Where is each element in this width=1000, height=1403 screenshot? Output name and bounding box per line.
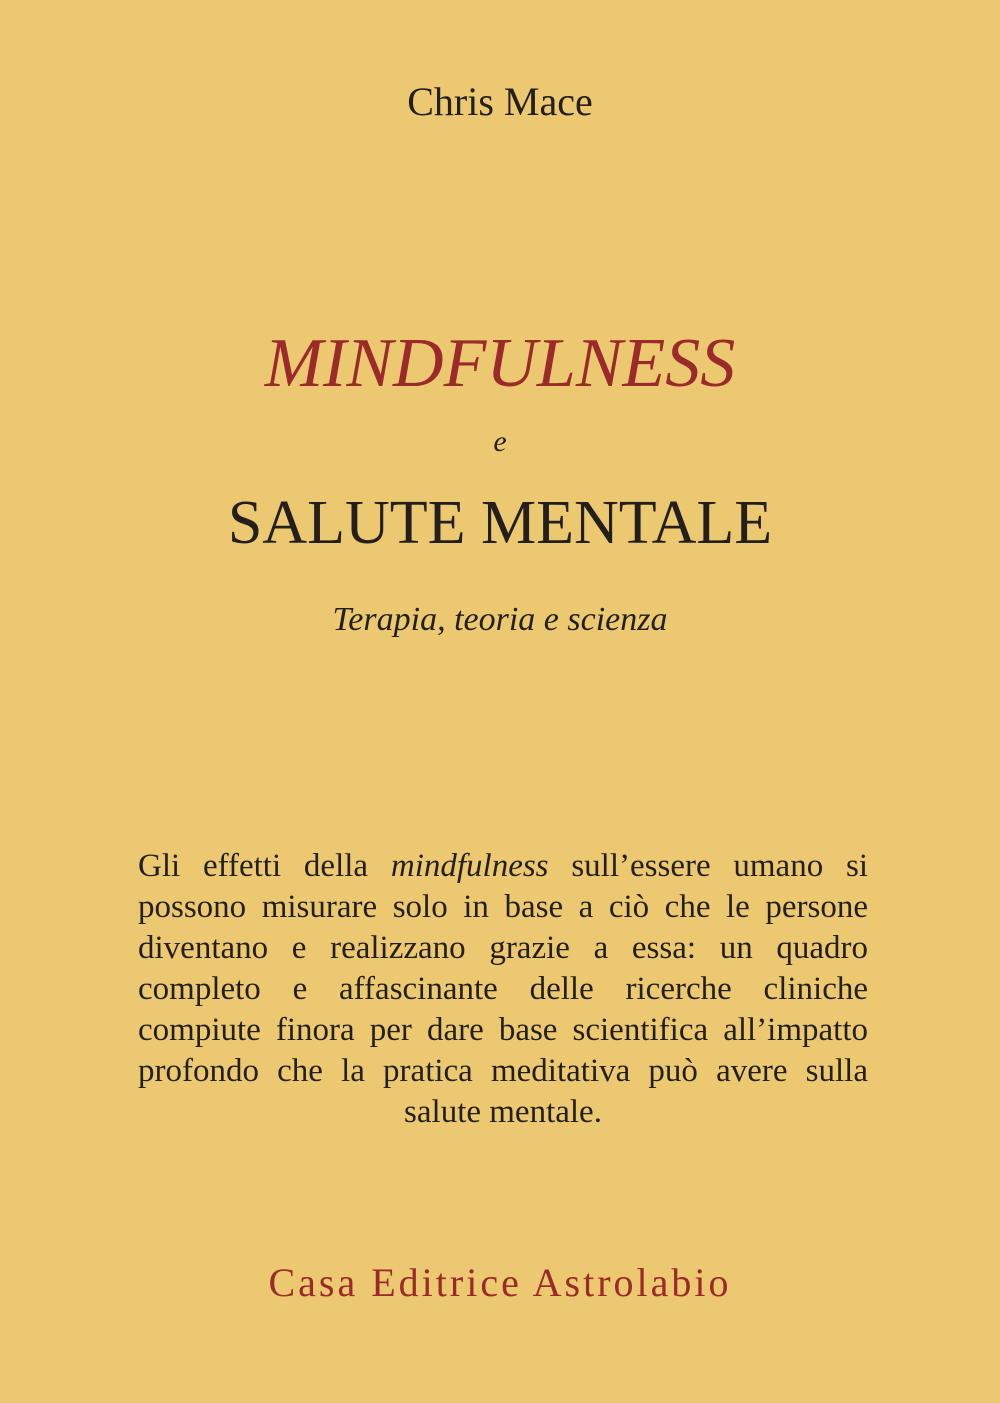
title-main: MINDFULNESS bbox=[264, 325, 736, 402]
title-second-line: SALUTE MENTALE bbox=[227, 489, 773, 557]
subtitle: Terapia, teoria e scienza bbox=[332, 601, 668, 638]
author-name: Chris Mace bbox=[407, 79, 593, 124]
blurb-paragraph bbox=[138, 846, 868, 1133]
publisher-name: Casa Editrice Astrolabio bbox=[268, 1260, 732, 1305]
blurb-emphasis: mindfulness bbox=[390, 848, 549, 884]
blurb-text-start: Gli effetti della bbox=[138, 848, 391, 884]
title-conjunction: e bbox=[493, 425, 507, 458]
blurb-text-rest: sull’essere umano si possono misurare solo in base a ciò che le persone diventano e realizzano grazie a essa: un quadro completo e affascinante delle ricerche cliniche compiute finora per dare base scientifica all’impatto profondo che la pratica meditativa può avere sulla salute mentale. bbox=[138, 848, 869, 1130]
